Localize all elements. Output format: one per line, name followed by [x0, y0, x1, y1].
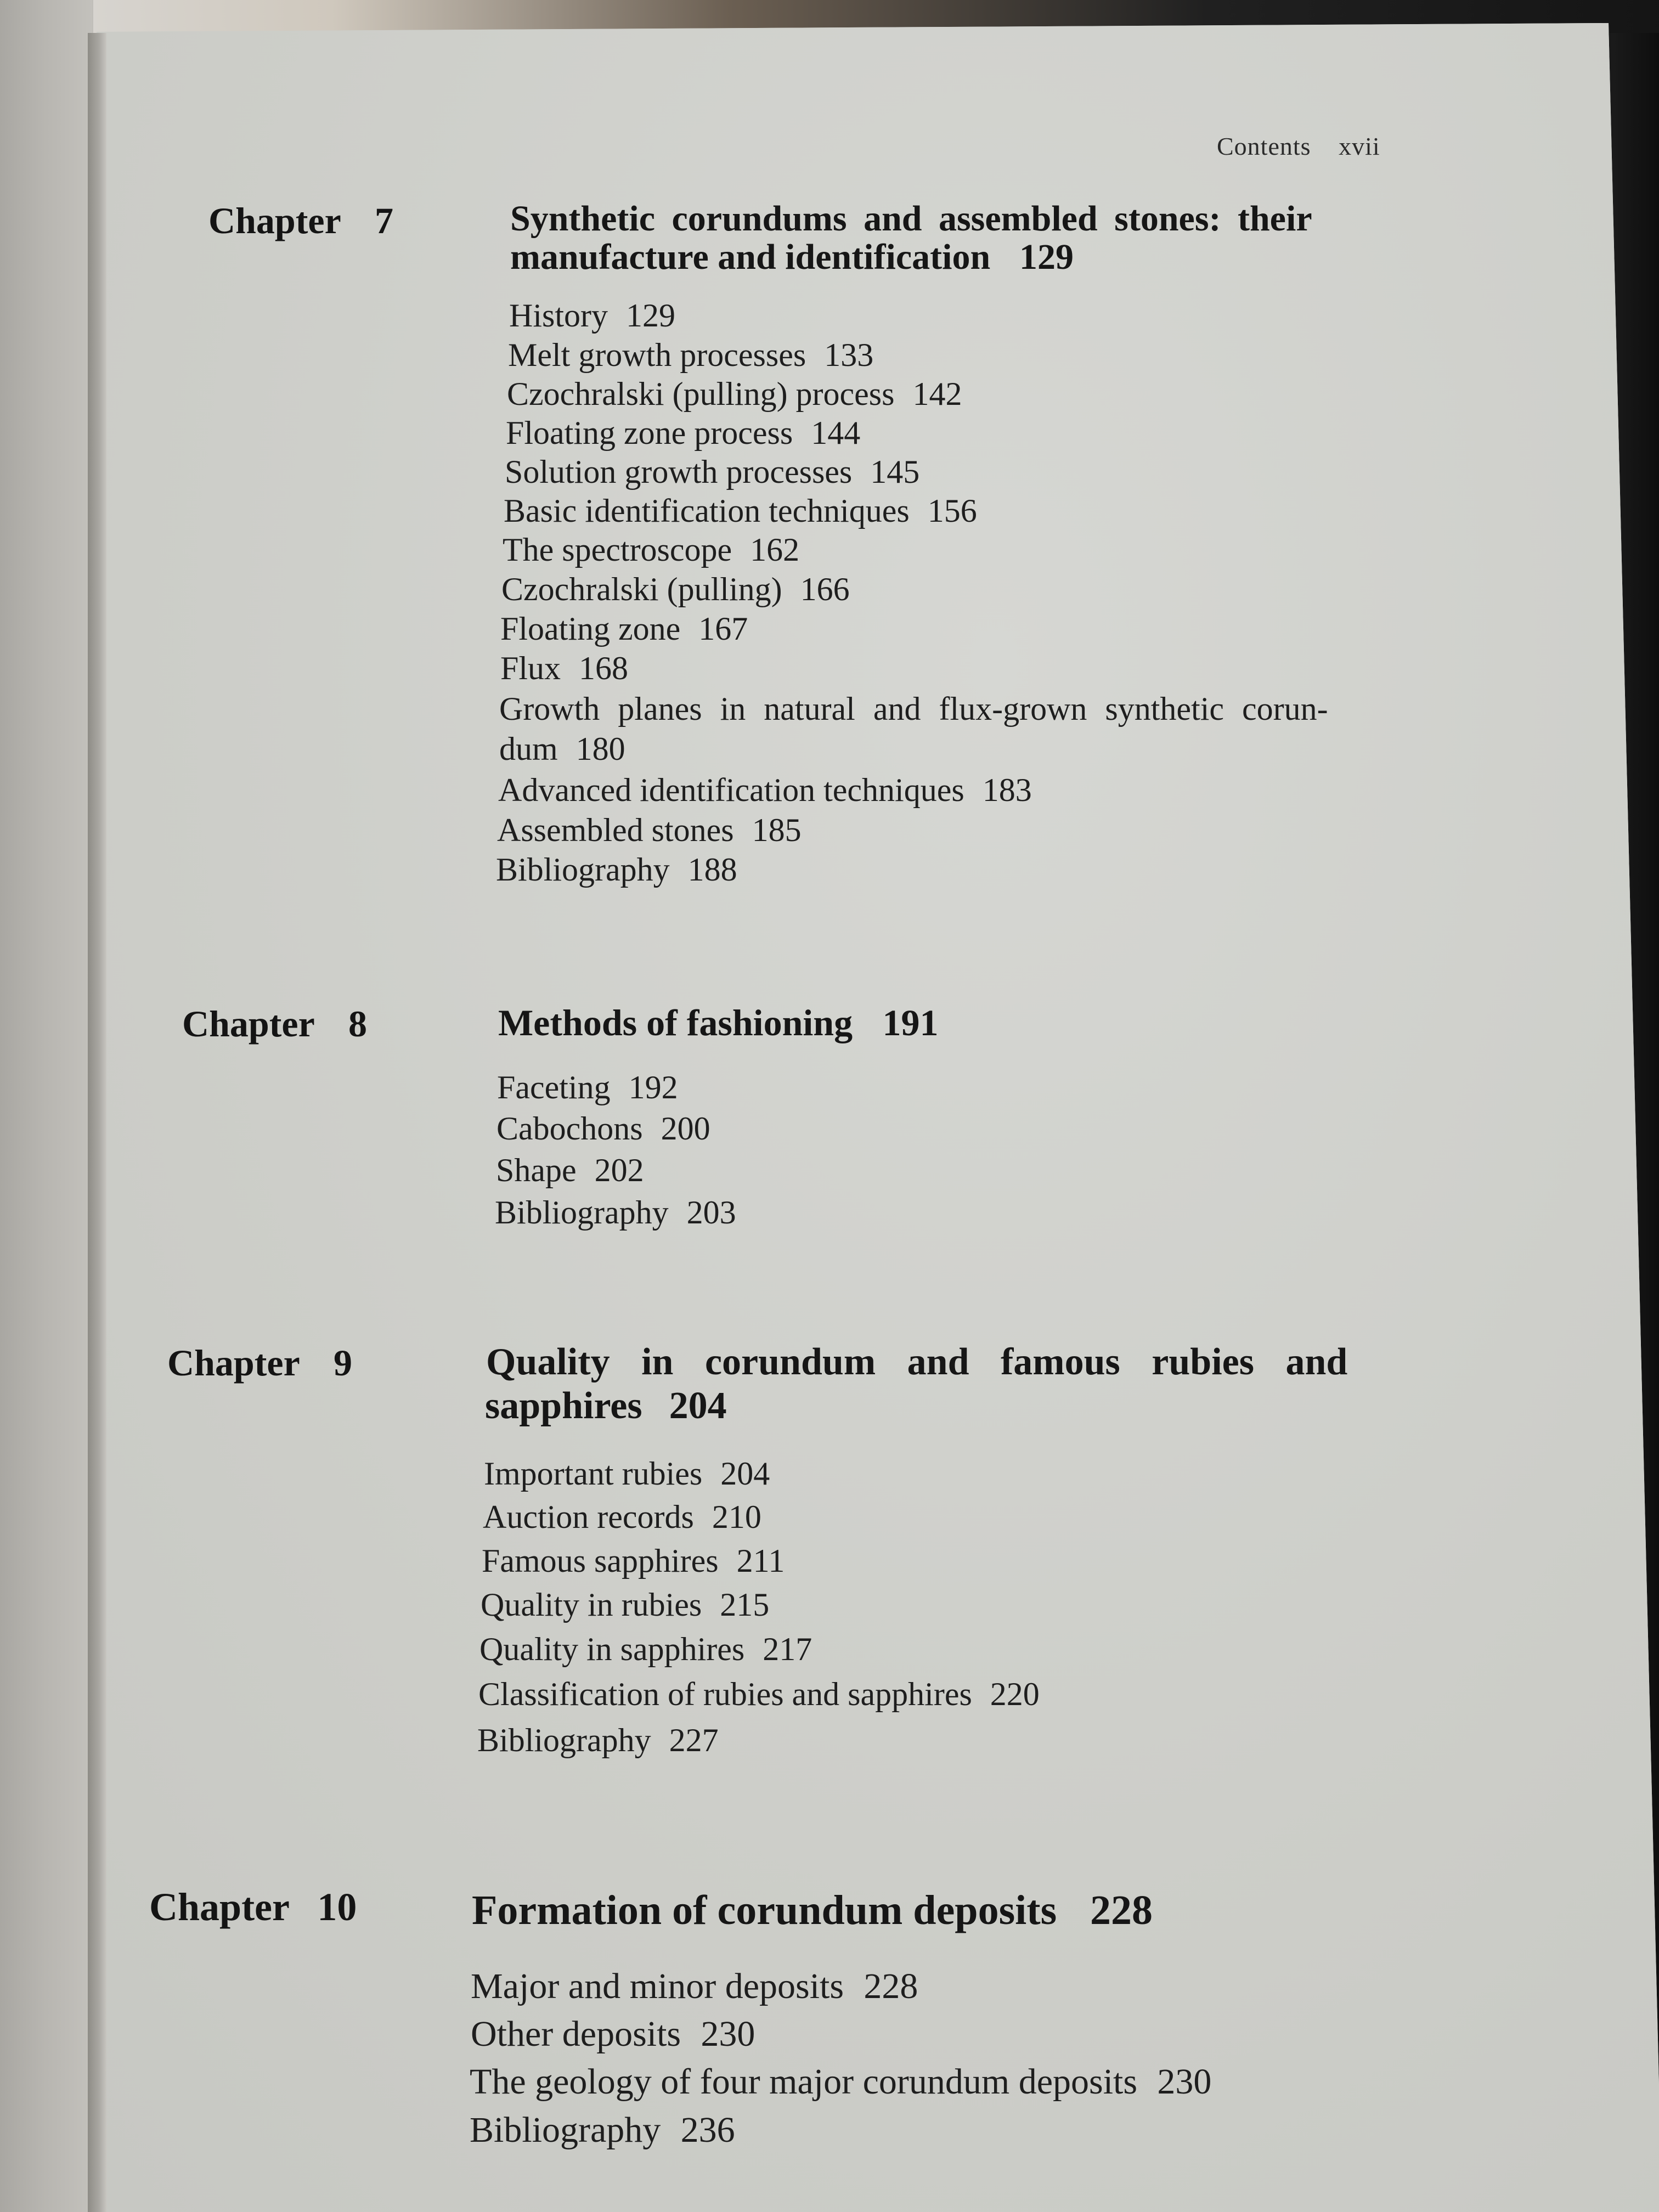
entry-page: 183 — [982, 772, 1032, 808]
entry-title: Flux — [500, 650, 561, 686]
chapter-label: Chapter 7 — [208, 200, 393, 241]
entry-title: Chapter — [182, 1003, 315, 1045]
entry-page: 215 — [720, 1587, 770, 1623]
entry-title: Cabochons — [496, 1110, 643, 1147]
entry-page: 145 — [870, 454, 920, 490]
entry-title: Advanced identification techniques — [498, 772, 964, 808]
entry-page: 167 — [698, 611, 748, 647]
chapter-title-line[interactable]: manufacture and identification 129 — [510, 237, 1074, 277]
running-head-page-number: xvii — [1339, 132, 1380, 160]
toc-entry[interactable] — [471, 1968, 918, 2005]
entry-title: Major and minor deposits — [471, 1966, 844, 2006]
chapter-title-line[interactable]: Synthetic corundums and assembled stones: their — [510, 199, 1312, 239]
entry-title: Bibliography — [470, 2110, 661, 2150]
entry-page: 202 — [594, 1152, 644, 1188]
entry-page: 185 — [752, 812, 802, 848]
chapter-title-line[interactable] — [472, 1889, 1153, 1931]
entry-title: The geology of four major corundum deposits — [470, 2062, 1138, 2102]
entry-page: 230 — [701, 2014, 755, 2054]
entry-title: Basic identification techniques — [504, 493, 910, 529]
chapter-label — [149, 1887, 357, 1927]
gutter-shadow — [88, 33, 106, 2212]
entry-page: 200 — [661, 1110, 710, 1147]
chapter-page: 191 — [882, 1002, 939, 1043]
entry-title: Bibliography — [496, 851, 670, 888]
chapter-title-line[interactable] — [498, 1004, 939, 1041]
entry-page: 144 — [811, 415, 861, 451]
toc-entry[interactable] — [496, 853, 737, 886]
entry-page: 180 — [575, 731, 625, 767]
entry-title: Quality in sapphires — [479, 1631, 745, 1667]
chapter-number: 9 — [333, 1342, 352, 1384]
entry-page: 203 — [686, 1194, 736, 1231]
entry-title: Shape — [496, 1152, 577, 1188]
entry-title: Chapter — [149, 1885, 290, 1929]
toc-entry[interactable] — [504, 494, 977, 527]
entry-title: Bibliography — [477, 1722, 651, 1758]
running-head — [1217, 134, 1380, 159]
toc-entry[interactable] — [495, 1196, 736, 1229]
toc-entry[interactable] — [484, 1457, 770, 1490]
toc-entry-continuation[interactable] — [499, 732, 625, 765]
entry-title: Czochralski (pulling) — [501, 571, 782, 607]
entry-page: 210 — [712, 1499, 761, 1535]
entry-title: sapphires — [485, 1385, 642, 1427]
chapter-number: 10 — [317, 1885, 357, 1929]
entry-page: 142 — [912, 376, 962, 412]
toc-entry[interactable] — [500, 652, 628, 685]
toc-entry[interactable] — [509, 299, 675, 332]
entry-title: Growth planes in natural and flux-grown synthetic corun- — [499, 691, 1328, 727]
toc-entry[interactable] — [470, 2064, 1211, 2100]
toc-entry[interactable] — [482, 1544, 785, 1577]
entry-title: Solution growth processes — [505, 454, 853, 490]
running-head-section: Contents — [1217, 132, 1311, 160]
entry-page: 162 — [750, 532, 800, 568]
entry-page: 188 — [687, 851, 737, 888]
toc-entry[interactable] — [506, 416, 860, 449]
chapter-title-line[interactable]: Quality in corundum and famous rubies and — [486, 1341, 1348, 1383]
entry-page: 168 — [579, 650, 629, 686]
chapter-number: 7 — [374, 200, 393, 241]
toc-entry[interactable] — [505, 455, 919, 488]
entry-page: 129 — [626, 297, 675, 334]
entry-page: 156 — [927, 493, 977, 529]
toc-entry[interactable] — [471, 2016, 755, 2052]
entry-title: Bibliography — [495, 1194, 669, 1231]
toc-entry[interactable] — [478, 1678, 1040, 1711]
chapter-title-line[interactable] — [485, 1387, 727, 1425]
entry-page: 228 — [864, 1966, 918, 2006]
entry-page: 230 — [1157, 2062, 1212, 2102]
toc-entry[interactable] — [477, 1724, 719, 1757]
entry-title: dum — [499, 731, 558, 767]
entry-title: Floating zone process — [506, 415, 793, 451]
toc-entry[interactable] — [507, 377, 962, 410]
chapter-page: 129 — [1019, 237, 1074, 277]
toc-entry[interactable] — [508, 338, 873, 371]
toc-entry[interactable] — [498, 774, 1032, 806]
toc-entry[interactable] — [500, 612, 748, 645]
toc-entry[interactable] — [479, 1633, 812, 1666]
entry-title: Classification of rubies and sapphires — [478, 1676, 972, 1712]
entry-page: 217 — [763, 1631, 812, 1667]
previous-page-edge — [0, 0, 92, 2212]
toc-entry[interactable] — [483, 1500, 761, 1533]
entry-title: Important rubies — [484, 1455, 703, 1492]
entry-title: Czochralski (pulling) process — [507, 376, 895, 412]
entry-title: Auction records — [483, 1499, 694, 1535]
entry-page: 236 — [680, 2110, 735, 2150]
entry-title: The spectroscope — [503, 532, 732, 568]
toc-entry[interactable] — [499, 692, 1328, 725]
entry-title: Floating zone — [500, 611, 681, 647]
entry-title: Assembled stones — [497, 812, 734, 848]
toc-entry[interactable] — [470, 2112, 735, 2148]
toc-entry[interactable] — [497, 1071, 678, 1104]
entry-title: Famous sapphires — [482, 1543, 719, 1579]
toc-entry[interactable] — [481, 1588, 769, 1621]
entry-title: Quality in rubies — [481, 1587, 702, 1623]
entry-page: 204 — [720, 1455, 770, 1492]
toc-entry[interactable] — [496, 1154, 644, 1187]
entry-title: Melt growth processes — [508, 337, 806, 373]
entry-page: 220 — [990, 1676, 1040, 1712]
toc-entry[interactable] — [497, 814, 802, 847]
chapter-number: 8 — [348, 1003, 367, 1045]
chapter-label — [182, 1003, 367, 1045]
chapter-page: 204 — [669, 1385, 727, 1427]
entry-page: 211 — [736, 1543, 785, 1579]
chapter-label — [167, 1342, 352, 1384]
entry-title: History — [509, 297, 608, 334]
entry-title: Formation of corundum deposits — [472, 1887, 1057, 1933]
toc-entry[interactable] — [496, 1112, 710, 1145]
toc-entry[interactable] — [503, 533, 799, 566]
entry-title: Methods of fashioning — [498, 1002, 853, 1043]
chapter-page: 228 — [1090, 1887, 1153, 1933]
entry-title: Other deposits — [471, 2014, 681, 2054]
entry-page: 227 — [669, 1722, 719, 1758]
entry-page: 133 — [824, 337, 874, 373]
entry-title: Chapter — [167, 1342, 300, 1384]
entry-title: Faceting — [497, 1069, 611, 1105]
toc-entry[interactable] — [501, 573, 850, 606]
entry-page: 192 — [628, 1069, 678, 1105]
entry-page: 166 — [800, 571, 850, 607]
